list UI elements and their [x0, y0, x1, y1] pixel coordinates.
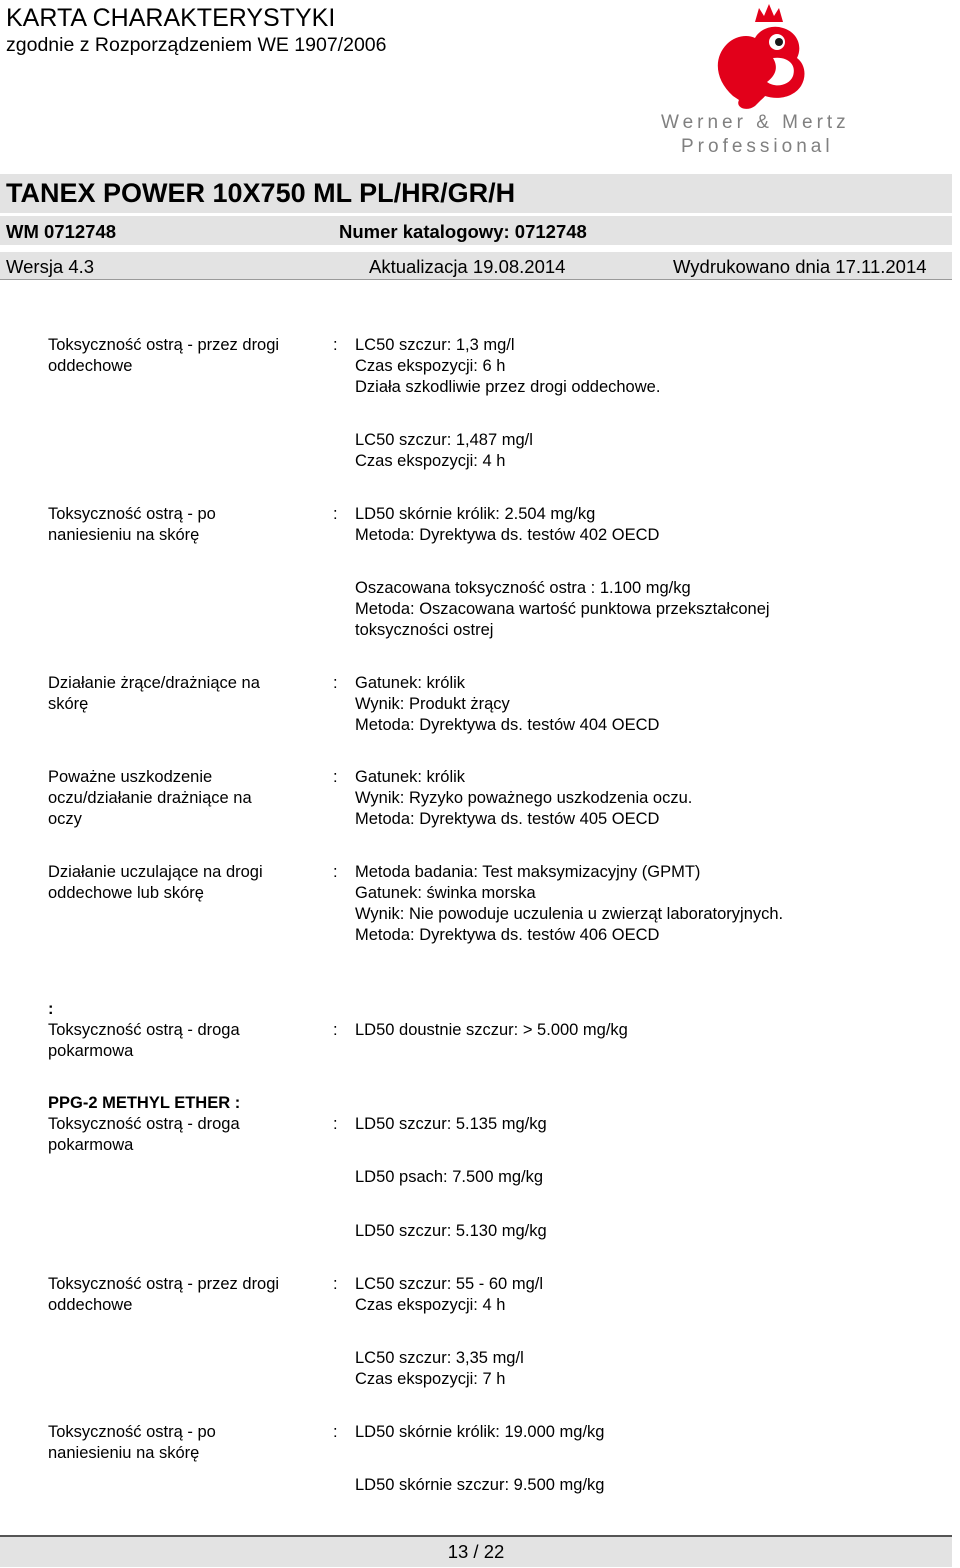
row-value: Metoda: Dyrektywa ds. testów 404 OECD: [355, 716, 660, 734]
row-value: Gatunek: królik: [355, 674, 466, 692]
row-colon: :: [333, 505, 338, 523]
row-colon: :: [333, 336, 338, 354]
row-label: Toksyczność ostrą - przez drogi: [48, 1275, 280, 1293]
row-value: LD50 psach: 7.500 mg/kg: [355, 1168, 544, 1186]
row-value: LD50 szczur: 5.135 mg/kg: [355, 1115, 547, 1133]
row-colon: :: [333, 1021, 338, 1039]
row-label: Toksyczność ostrą - po: [48, 505, 216, 523]
product-name: TANEX POWER 10X750 ML PL/HR/GR/H: [6, 178, 516, 208]
row-label: Toksyczność ostrą - przez drogi: [48, 336, 280, 354]
row-value: LC50 szczur: 1,3 mg/l: [355, 336, 515, 354]
row-value: Wynik: Ryzyko poważnego uszkodzenia oczu.: [355, 789, 693, 807]
row-label: oddechowe: [48, 357, 133, 375]
substance-heading-ppg2: PPG-2 METHYL ETHER :: [48, 1094, 241, 1112]
row-value: Metoda: Oszacowana wartość punktowa przekształconej: [355, 600, 770, 618]
row-colon: :: [333, 1275, 338, 1293]
row-colon: :: [333, 1423, 338, 1441]
row-value: Czas ekspozycji: 7 h: [355, 1370, 506, 1388]
row-value: Wynik: Nie powoduje uczulenia u zwierząt laboratoryjnych.: [355, 905, 784, 923]
version-label: Wersja 4.3: [6, 256, 95, 277]
row-label: Toksyczność ostrą - droga: [48, 1115, 240, 1133]
frog-crown-icon: [718, 4, 805, 109]
row-value: Czas ekspozycji: 6 h: [355, 357, 506, 375]
row-value: LD50 skórnie szczur: 9.500 mg/kg: [355, 1476, 605, 1494]
logo-line1: Werner & Mertz: [661, 112, 850, 133]
row-label: naniesieniu na skórę: [48, 526, 200, 544]
row-label: oddechowe lub skórę: [48, 884, 204, 902]
row-label: Działanie żrące/drażniące na: [48, 674, 260, 692]
printed-date: Wydrukowano dnia 17.11.2014: [673, 256, 927, 277]
row-value: LD50 skórnie królik: 2.504 mg/kg: [355, 505, 596, 523]
row-value: Czas ekspozycji: 4 h: [355, 452, 506, 470]
row-value: toksyczności ostrej: [355, 621, 494, 639]
row-label: Poważne uszkodzenie: [48, 768, 213, 786]
row-value: Metoda: Dyrektywa ds. testów 405 OECD: [355, 810, 660, 828]
row-value: LC50 szczur: 3,35 mg/l: [355, 1349, 524, 1367]
catalog-number: Numer katalogowy: 0712748: [339, 221, 587, 242]
row-label: Działanie uczulające na drogi: [48, 863, 263, 881]
row-label: naniesieniu na skórę: [48, 1444, 200, 1462]
row-label: oczu/działanie drażniące na: [48, 789, 252, 807]
updated-date: Aktualizacja 19.08.2014: [369, 256, 566, 277]
row-label: Toksyczność ostrą - po: [48, 1423, 216, 1441]
row-value: LD50 szczur: 5.130 mg/kg: [355, 1222, 547, 1240]
row-colon: :: [333, 768, 338, 786]
header-divider: [0, 279, 952, 280]
row-colon: :: [333, 863, 338, 881]
row-value: Gatunek: królik: [355, 768, 466, 786]
row-colon: :: [333, 1115, 338, 1133]
row-colon: :: [333, 674, 338, 692]
row-value: LC50 szczur: 1,487 mg/l: [355, 431, 533, 449]
row-value: Oszacowana toksyczność ostra : 1.100 mg/kg: [355, 579, 691, 597]
logo-line2: Professional: [681, 136, 834, 157]
row-label: pokarmowa: [48, 1136, 134, 1154]
document-title: KARTA CHARAKTERYSTYKI: [6, 4, 336, 32]
substance-heading-unnamed: :: [48, 1000, 54, 1018]
row-value: Gatunek: świnka morska: [355, 884, 536, 902]
row-value: Wynik: Produkt żrący: [355, 695, 510, 713]
row-value: Działa szkodliwie przez drogi oddechowe.: [355, 378, 661, 396]
row-value: Metoda: Dyrektywa ds. testów 402 OECD: [355, 526, 660, 544]
row-label: Toksyczność ostrą - droga: [48, 1021, 240, 1039]
row-label: oddechowe: [48, 1296, 133, 1314]
row-value: Metoda badania: Test maksymizacyjny (GPMT): [355, 863, 701, 881]
werner-mertz-logo: [655, 0, 855, 160]
wm-number: WM 0712748: [6, 221, 117, 242]
page-number: 13 / 22: [447, 1541, 505, 1562]
row-label: skórę: [48, 695, 89, 713]
row-value: LD50 doustnie szczur: > 5.000 mg/kg: [355, 1021, 628, 1039]
row-label: oczy: [48, 810, 82, 828]
document-subtitle: zgodnie z Rozporządzeniem WE 1907/2006: [6, 34, 387, 56]
row-label: pokarmowa: [48, 1042, 134, 1060]
row-value: LC50 szczur: 55 - 60 mg/l: [355, 1275, 543, 1293]
row-value: Czas ekspozycji: 4 h: [355, 1296, 506, 1314]
row-value: Metoda: Dyrektywa ds. testów 406 OECD: [355, 926, 660, 944]
row-value: LD50 skórnie królik: 19.000 mg/kg: [355, 1423, 605, 1441]
